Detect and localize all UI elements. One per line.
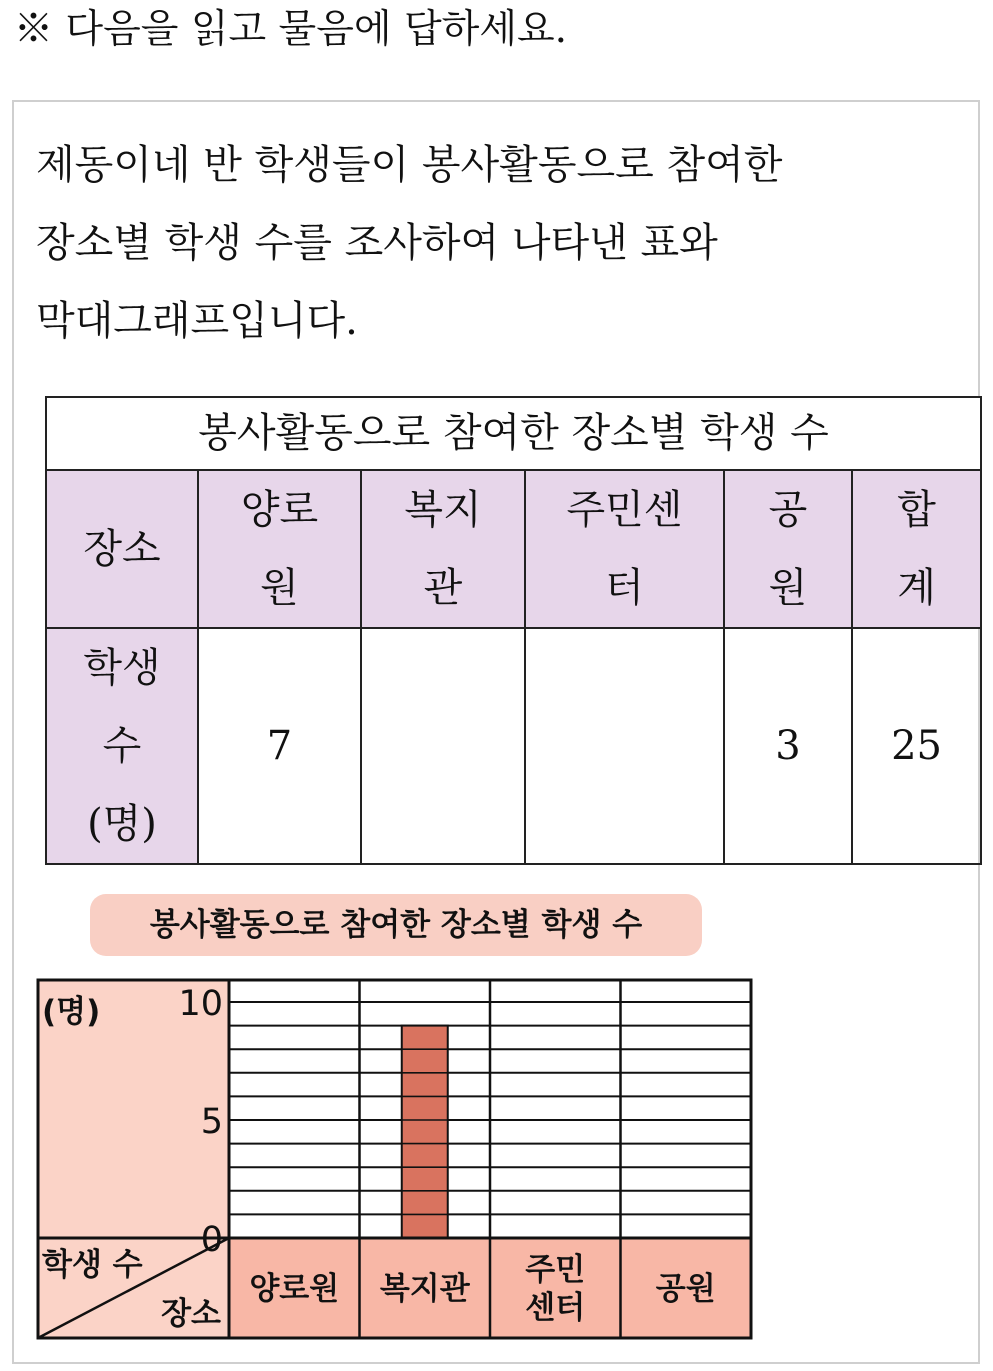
row-header-line: 학생 [83,645,161,691]
corner-label-place: 장소 [161,1296,221,1332]
passage-line: 장소별 학생 수를 조사하여 나타낸 표와 [36,220,718,266]
passage-line: 막대그래프입니다. [36,298,358,344]
y-tick-label: 5 [200,1102,223,1142]
x-tick-label [380,1271,471,1307]
x-tick-label-line: 주민 [525,1252,586,1288]
column-header-line: 양로 [240,487,319,533]
x-tick-label [249,1271,339,1307]
row-header-line: 수 [102,723,142,769]
row-header-place: 장소 [46,470,198,628]
x-tick-label-line: 센터 [525,1290,586,1326]
column-header-line: 주민센 [566,487,683,533]
column-header-line: 공 [768,487,808,533]
column-header-line: 관 [423,565,463,611]
table-cell: 7 [198,628,361,864]
chart-title: 봉사활동으로 참여한 장소별 학생 수 [90,894,702,956]
column-header-line: 터 [605,565,644,611]
bar [402,1026,448,1238]
passage-line: 제동이네 반 학생들이 봉사활동으로 참여한 [36,142,783,188]
y-tick-label: 0 [200,1220,223,1260]
column-header-line: 복지 [404,487,482,533]
column-header-line: 합 [897,487,936,533]
x-tick-label-line: 공원 [655,1271,716,1307]
column-header-line: 원 [260,565,299,611]
table-cell: 25 [852,628,981,864]
instruction-text: ※ 다음을 읽고 물음에 답하세요. [14,7,568,52]
y-axis-unit-label: (명) [42,994,101,1030]
table-title: 봉사활동으로 참여한 장소별 학생 수 [46,397,981,470]
x-tick-label [656,1271,716,1307]
table-cell: 3 [724,628,852,864]
row-header-line: (명) [87,801,157,847]
corner-label-count: 학생 수 [42,1247,143,1283]
x-tick-label-line: 양로원 [249,1271,340,1307]
column-header-line: 원 [768,565,808,611]
x-tick-label-line: 복지관 [379,1271,470,1307]
column-header-line: 계 [897,565,936,611]
y-tick-label: 10 [178,984,223,1024]
